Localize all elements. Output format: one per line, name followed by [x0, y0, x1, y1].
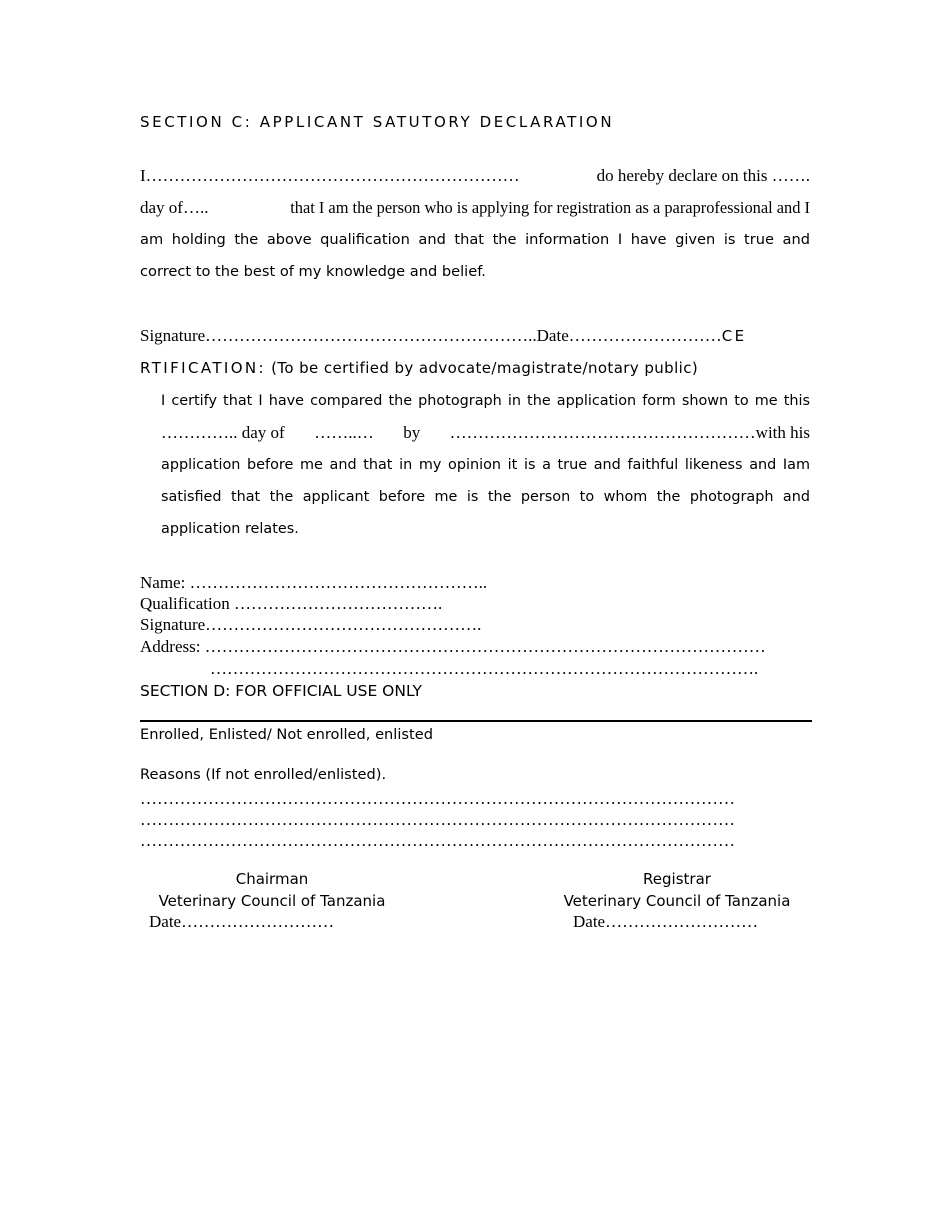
section-d-divider — [140, 720, 812, 722]
registrar-signature-block — [557, 868, 797, 912]
certifier-qualification-field: Qualification ………………………………. — [140, 594, 443, 613]
reasons-line-1: …………………………………………………………………………………………… — [140, 789, 735, 808]
section-c-heading: SECTION C: APPLICANT SATUTORY DECLARATION — [140, 113, 615, 131]
chairman-date-field: Date……………………… — [149, 912, 335, 931]
certification-day-blank: ………….. day of — [161, 423, 285, 442]
certification-by-text: by — [403, 423, 421, 442]
certification-line-1: I certify that I have compared the photograph in the application form shown to me this — [161, 393, 810, 409]
reasons-line-3: …………………………………………………………………………………………… — [140, 831, 735, 850]
registrar-date-field: Date……………………… — [573, 912, 759, 931]
declaration-line-1 — [140, 165, 810, 187]
certifier-name-field: Name: …………………………………………….. — [140, 573, 488, 592]
certification-line-4: satisfied that the applicant before me is the person to whom the photograph and — [161, 489, 810, 505]
declaration-month-blank: day of….. — [140, 198, 209, 217]
chairman-organization: Veterinary Council of Tanzania — [158, 892, 386, 910]
certification-note: (To be certified by advocate/magistrate/notary public) — [271, 359, 699, 377]
declarant-name-blank: I………………………………………………………… — [140, 166, 520, 185]
registrar-title: Registrar — [643, 870, 711, 888]
certification-line-5: application relates. — [161, 521, 299, 537]
certification-line-2 — [161, 422, 810, 444]
certification-heading-start: CE — [721, 327, 747, 345]
section-d-heading: SECTION D: FOR OFFICIAL USE ONLY — [140, 682, 423, 700]
reasons-label: Reasons (If not enrolled/enlisted). — [140, 766, 387, 783]
certification-applicant-blank: ………………………………………………with his — [449, 423, 810, 442]
applicant-signature-field: Signature…………………………………………………..Date……………………… — [140, 326, 722, 345]
certifier-signature-field: Signature…………………………………………. — [140, 615, 482, 634]
certifier-address-field-2: ……………………………………………………………………………………. — [210, 659, 759, 678]
reasons-line-2: …………………………………………………………………………………………… — [140, 810, 735, 829]
enrollment-status: Enrolled, Enlisted/ Not enrolled, enlisted — [140, 726, 433, 743]
declaration-date-text: do hereby declare on this ……. — [596, 166, 810, 185]
certification-line-3: application before me and that in my opinion it is a true and faithful likeness and Iam — [161, 457, 810, 473]
chairman-signature-block — [152, 868, 392, 912]
certification-month-blank: ……..… — [314, 423, 374, 442]
signature-date-line — [140, 325, 747, 347]
certification-heading: RTIFICATION: — [140, 359, 267, 377]
declaration-purpose-text: that I am the person who is applying for registration as a paraprofessional and I — [290, 198, 810, 217]
certification-heading-line — [140, 357, 698, 379]
certifier-address-field: Address: ……………………………………………………………………………………… — [140, 637, 766, 656]
declaration-line-4: correct to the best of my knowledge and belief. — [140, 263, 486, 280]
registrar-organization: Veterinary Council of Tanzania — [563, 892, 791, 910]
declaration-line-3: am holding the above qualification and that the information I have given is true and — [140, 231, 810, 248]
declaration-line-2 — [140, 197, 810, 219]
chairman-title: Chairman — [235, 870, 309, 888]
